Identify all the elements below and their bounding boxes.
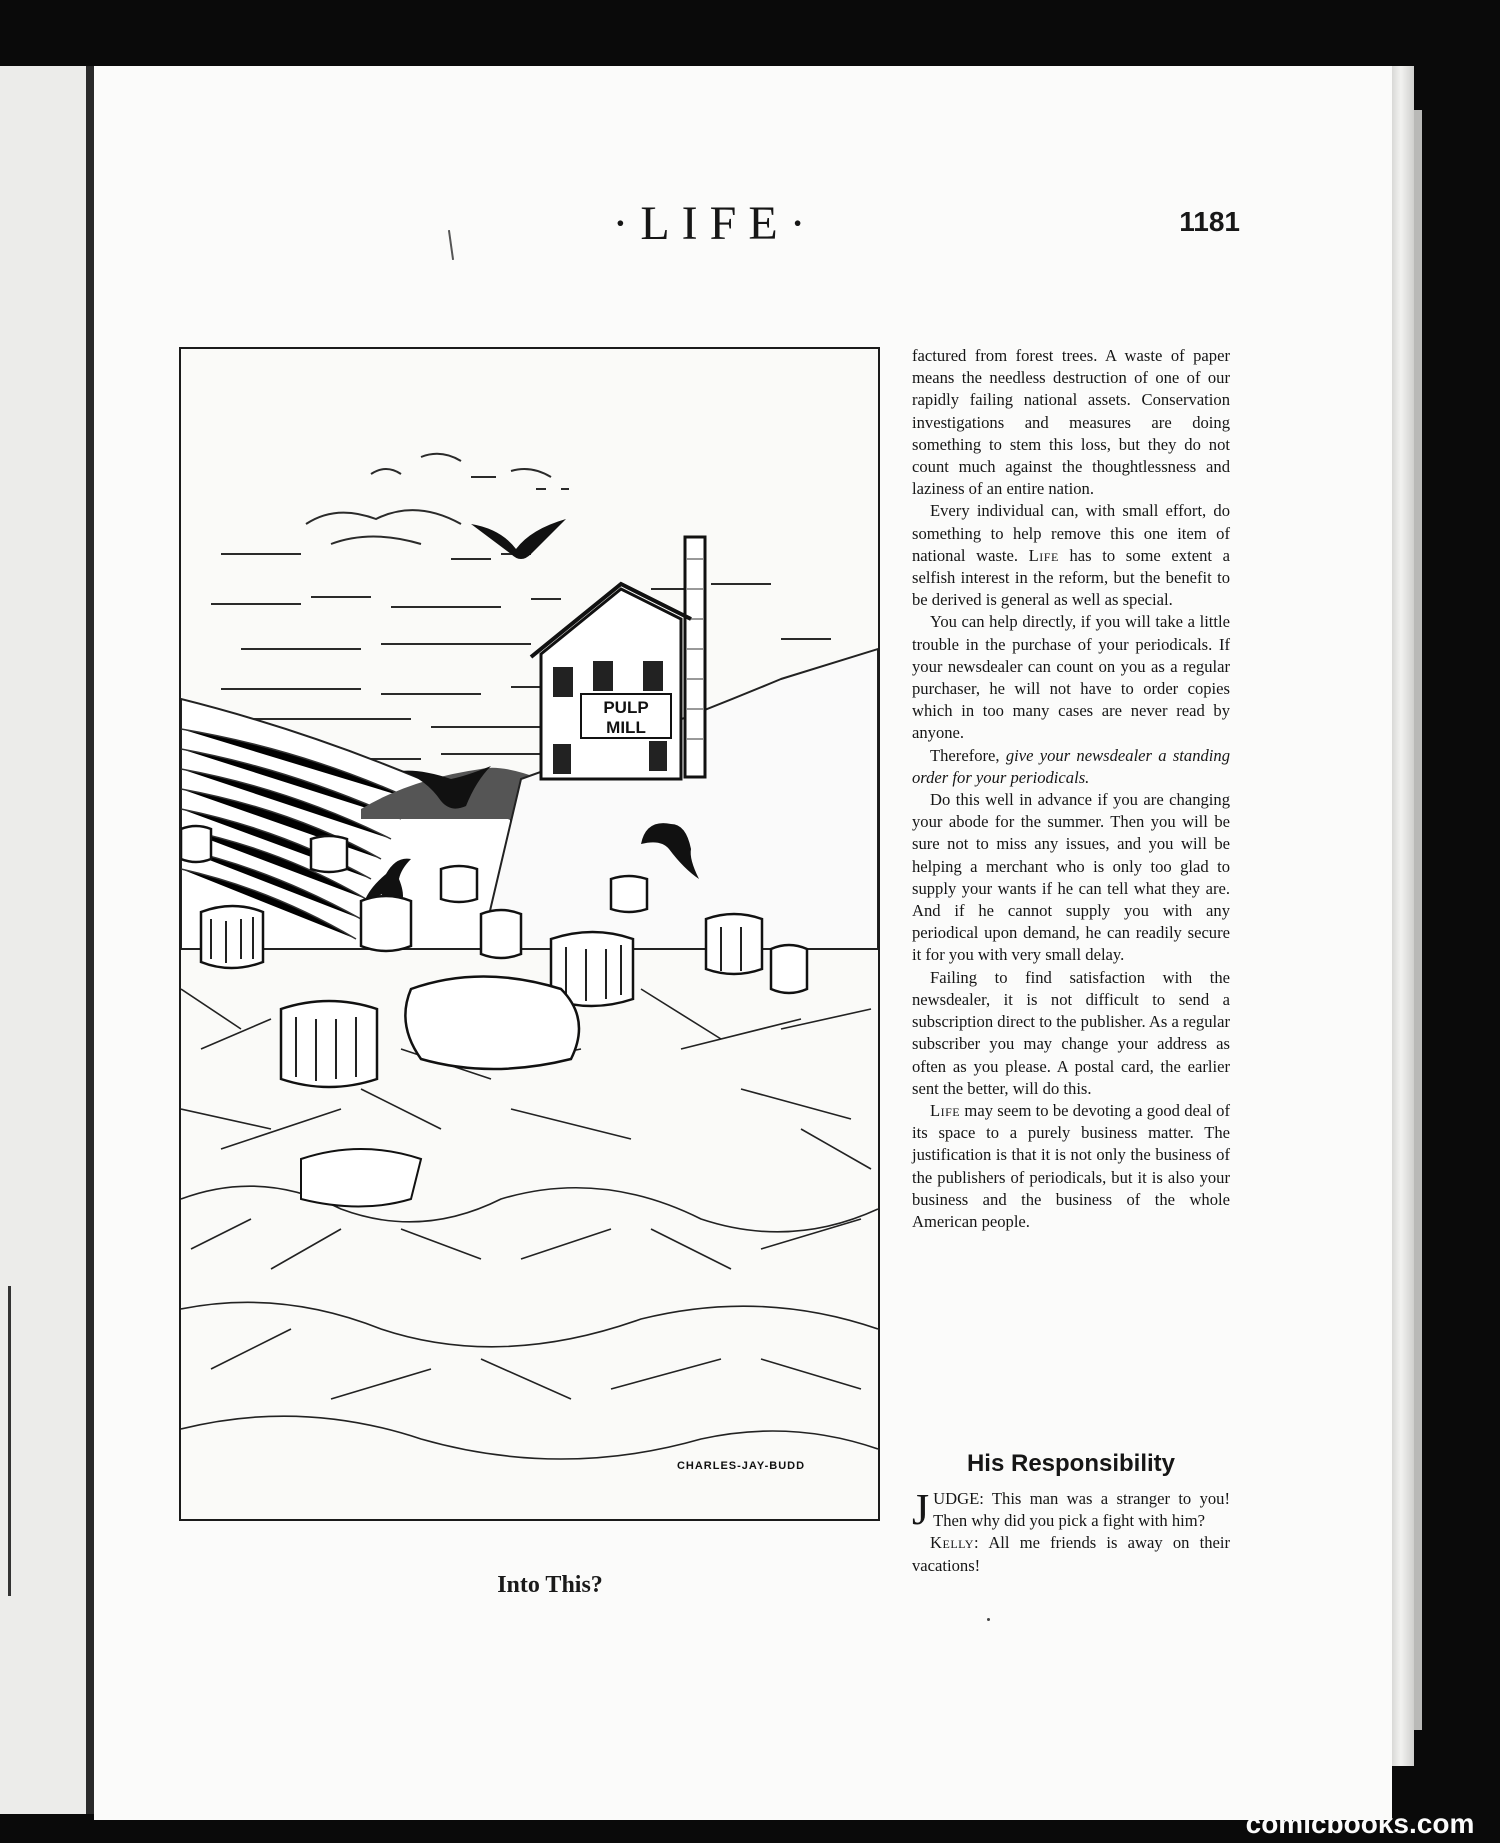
mill-chimney <box>685 537 705 777</box>
article-column <box>912 345 1230 1233</box>
article-text: may seem to be devoting a good deal of its space to a purely business matter. The justification is that it is not only the business of the publishers of periodicals, but it is also your business and the business of the whole American people. <box>912 1100 1230 1231</box>
illustration-caption: Into This? <box>497 1572 603 1598</box>
article-paragraph-3: You can help directly, if you will take a little trouble in the purchase of your periodicals. If your newsdealer can count on you as a regular purchaser, he will not have to order copies which in too many cases are never read by anyone. <box>912 612 1230 743</box>
print-speck <box>987 1618 990 1621</box>
article-paragraph-2 <box>912 500 1230 611</box>
article-paragraph-4 <box>912 745 1230 789</box>
emphasis-text: give your newsdealer a standing order for your periodicals. <box>912 745 1231 787</box>
judge-line <box>912 1485 1230 1534</box>
cartoon-drawing <box>181 349 878 1519</box>
adjacent-page-edge <box>0 66 86 1814</box>
judge-label: UDGE: <box>933 1489 984 1508</box>
sign-text-mill: MILL <box>606 718 646 737</box>
life-smallcaps: Life <box>1028 545 1059 565</box>
article-text: Every individual can, with small effort, do something to help remove this one item of national waste. <box>912 501 1230 565</box>
watermark: comicbooks.com <box>1245 1808 1475 1839</box>
artist-signature: CHARLES-JAY-BUDD <box>676 1460 806 1472</box>
masthead-title: ·LIFE· <box>612 197 818 250</box>
fallen-log <box>405 977 579 1070</box>
cartoon-illustration <box>179 347 880 1521</box>
page-gutter <box>86 66 94 1814</box>
kelly-label: Kelly: <box>930 1533 980 1553</box>
article-paragraph-6: Failing to find satisfaction with the newsdealer, it is not difficult to send a subscription direct to the publisher. As a regular subscriber you may change your address as often as you please. A postal card, the earlier sent the better, will do this. <box>912 967 1230 1098</box>
joke-dialogue <box>912 1485 1230 1577</box>
joke-heading: His Responsibility <box>966 1450 1176 1477</box>
page-stack-edge-shadow <box>1414 110 1422 1730</box>
drop-cap: J <box>912 1485 930 1534</box>
article-paragraph-1: factured from forest trees. A waste of paper means the needless destruction of one of our rapidly failing national assets. Conservation investigations and measures are doing something to stem this loss, but they do not count much against the thoughtlessness and laziness of an entire nation. <box>912 346 1230 499</box>
sign-text-pulp: PULP <box>603 698 649 717</box>
article-text: has to some extent a selfish interest in the reform, but the benefit to be derived is general as well as special. <box>912 545 1230 610</box>
adjacent-page-print <box>8 1286 11 1596</box>
life-smallcaps: Life <box>930 1100 961 1120</box>
page-stack-edge <box>1392 66 1414 1766</box>
article-text: Therefore, <box>930 745 1006 765</box>
article-paragraph-7 <box>912 1100 1230 1233</box>
judge-text: This man was a stranger to you! Then why did you pick a fight with him? <box>933 1489 1230 1531</box>
kelly-text: All me friends is away on their vacations! <box>912 1533 1230 1575</box>
crow-flying-high-icon <box>471 519 566 559</box>
page-number: 1181 <box>1179 206 1240 237</box>
rock <box>301 1149 421 1207</box>
article-paragraph-5: Do this well in advance if you are changing your abode for the summer. Then you will be sure not to miss any issues, and you will be helping a merchant who is only too glad to supply your wants if he can tell what they are. And if he cannot supply you with any periodical upon demand, he can readily secure it for you with very small delay. <box>912 790 1230 965</box>
kelly-line <box>912 1532 1230 1576</box>
